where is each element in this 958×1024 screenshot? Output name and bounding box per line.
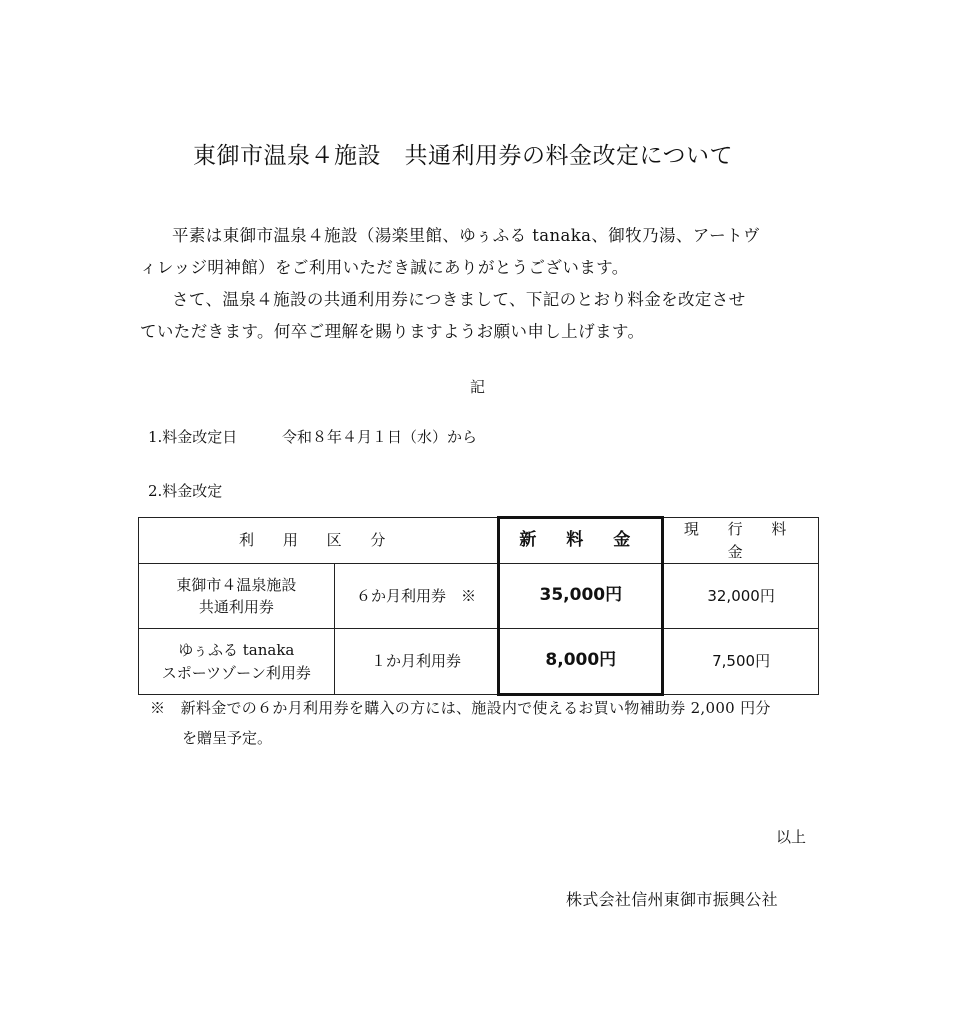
facility-name-line: スポーツゾーン利用券 <box>161 663 311 682</box>
facility-name-line: ゆぅふる tanaka <box>178 641 295 659</box>
header-new-fee: 新 料 金 <box>499 518 663 564</box>
header-current-fee: 現 行 料 金 <box>663 518 819 564</box>
notice-paragraph-line: さて、温泉４施設の共通利用券につきまして、下記のとおり料金を改定させ <box>172 290 746 309</box>
header-category: 利 用 区 分 <box>139 518 499 564</box>
issuer-name: 株式会社信州東御市振興公社 <box>566 890 778 909</box>
revision-date-label: 1.料金改定日 <box>148 428 238 446</box>
facility-name-line: 共通利用券 <box>198 598 274 616</box>
note-line: を贈呈予定。 <box>182 729 273 747</box>
facility-cell <box>139 629 335 695</box>
facility-name-line: 東御市４温泉施設 <box>176 575 297 594</box>
revision-date-value: 令和８年４月１日（水）から <box>282 428 478 446</box>
current-fee-cell: 32,000円 <box>663 564 819 629</box>
table-row <box>139 564 819 629</box>
current-fee-cell: 7,500円 <box>663 629 819 695</box>
note-line: ※ 新料金での６か月利用券を購入の方には、施設内で使えるお買い物補助券 2,000 円分 <box>150 699 771 717</box>
document-title: 東御市温泉４施設 共通利用券の料金改定について <box>193 143 734 169</box>
intro-paragraph-line: 平素は東御市温泉４施設（湯楽里館、ゆぅふる tanaka、御牧乃湯、アートヴ <box>172 226 760 245</box>
new-fee-cell: 35,000円 <box>499 564 663 629</box>
notice-paragraph-line: ていただきます。何卒ご理解を賜りますようお願い申し上げます。 <box>140 322 645 341</box>
closing-word: 以上 <box>776 828 807 846</box>
ki-heading: 記 <box>470 378 486 396</box>
intro-paragraph-line: ィレッジ明神館）をご利用いただき誠にありがとうございます。 <box>140 258 629 277</box>
table-header-row <box>139 518 819 564</box>
ticket-type-cell: １か月利用券 <box>334 629 499 695</box>
new-fee-cell: 8,000円 <box>499 629 663 695</box>
fee-revision-label: 2.料金改定 <box>148 482 223 500</box>
fee-table <box>138 516 819 696</box>
ticket-type-cell: ６か月利用券 ※ <box>334 564 499 629</box>
facility-cell <box>139 564 335 629</box>
table-row <box>139 629 819 695</box>
